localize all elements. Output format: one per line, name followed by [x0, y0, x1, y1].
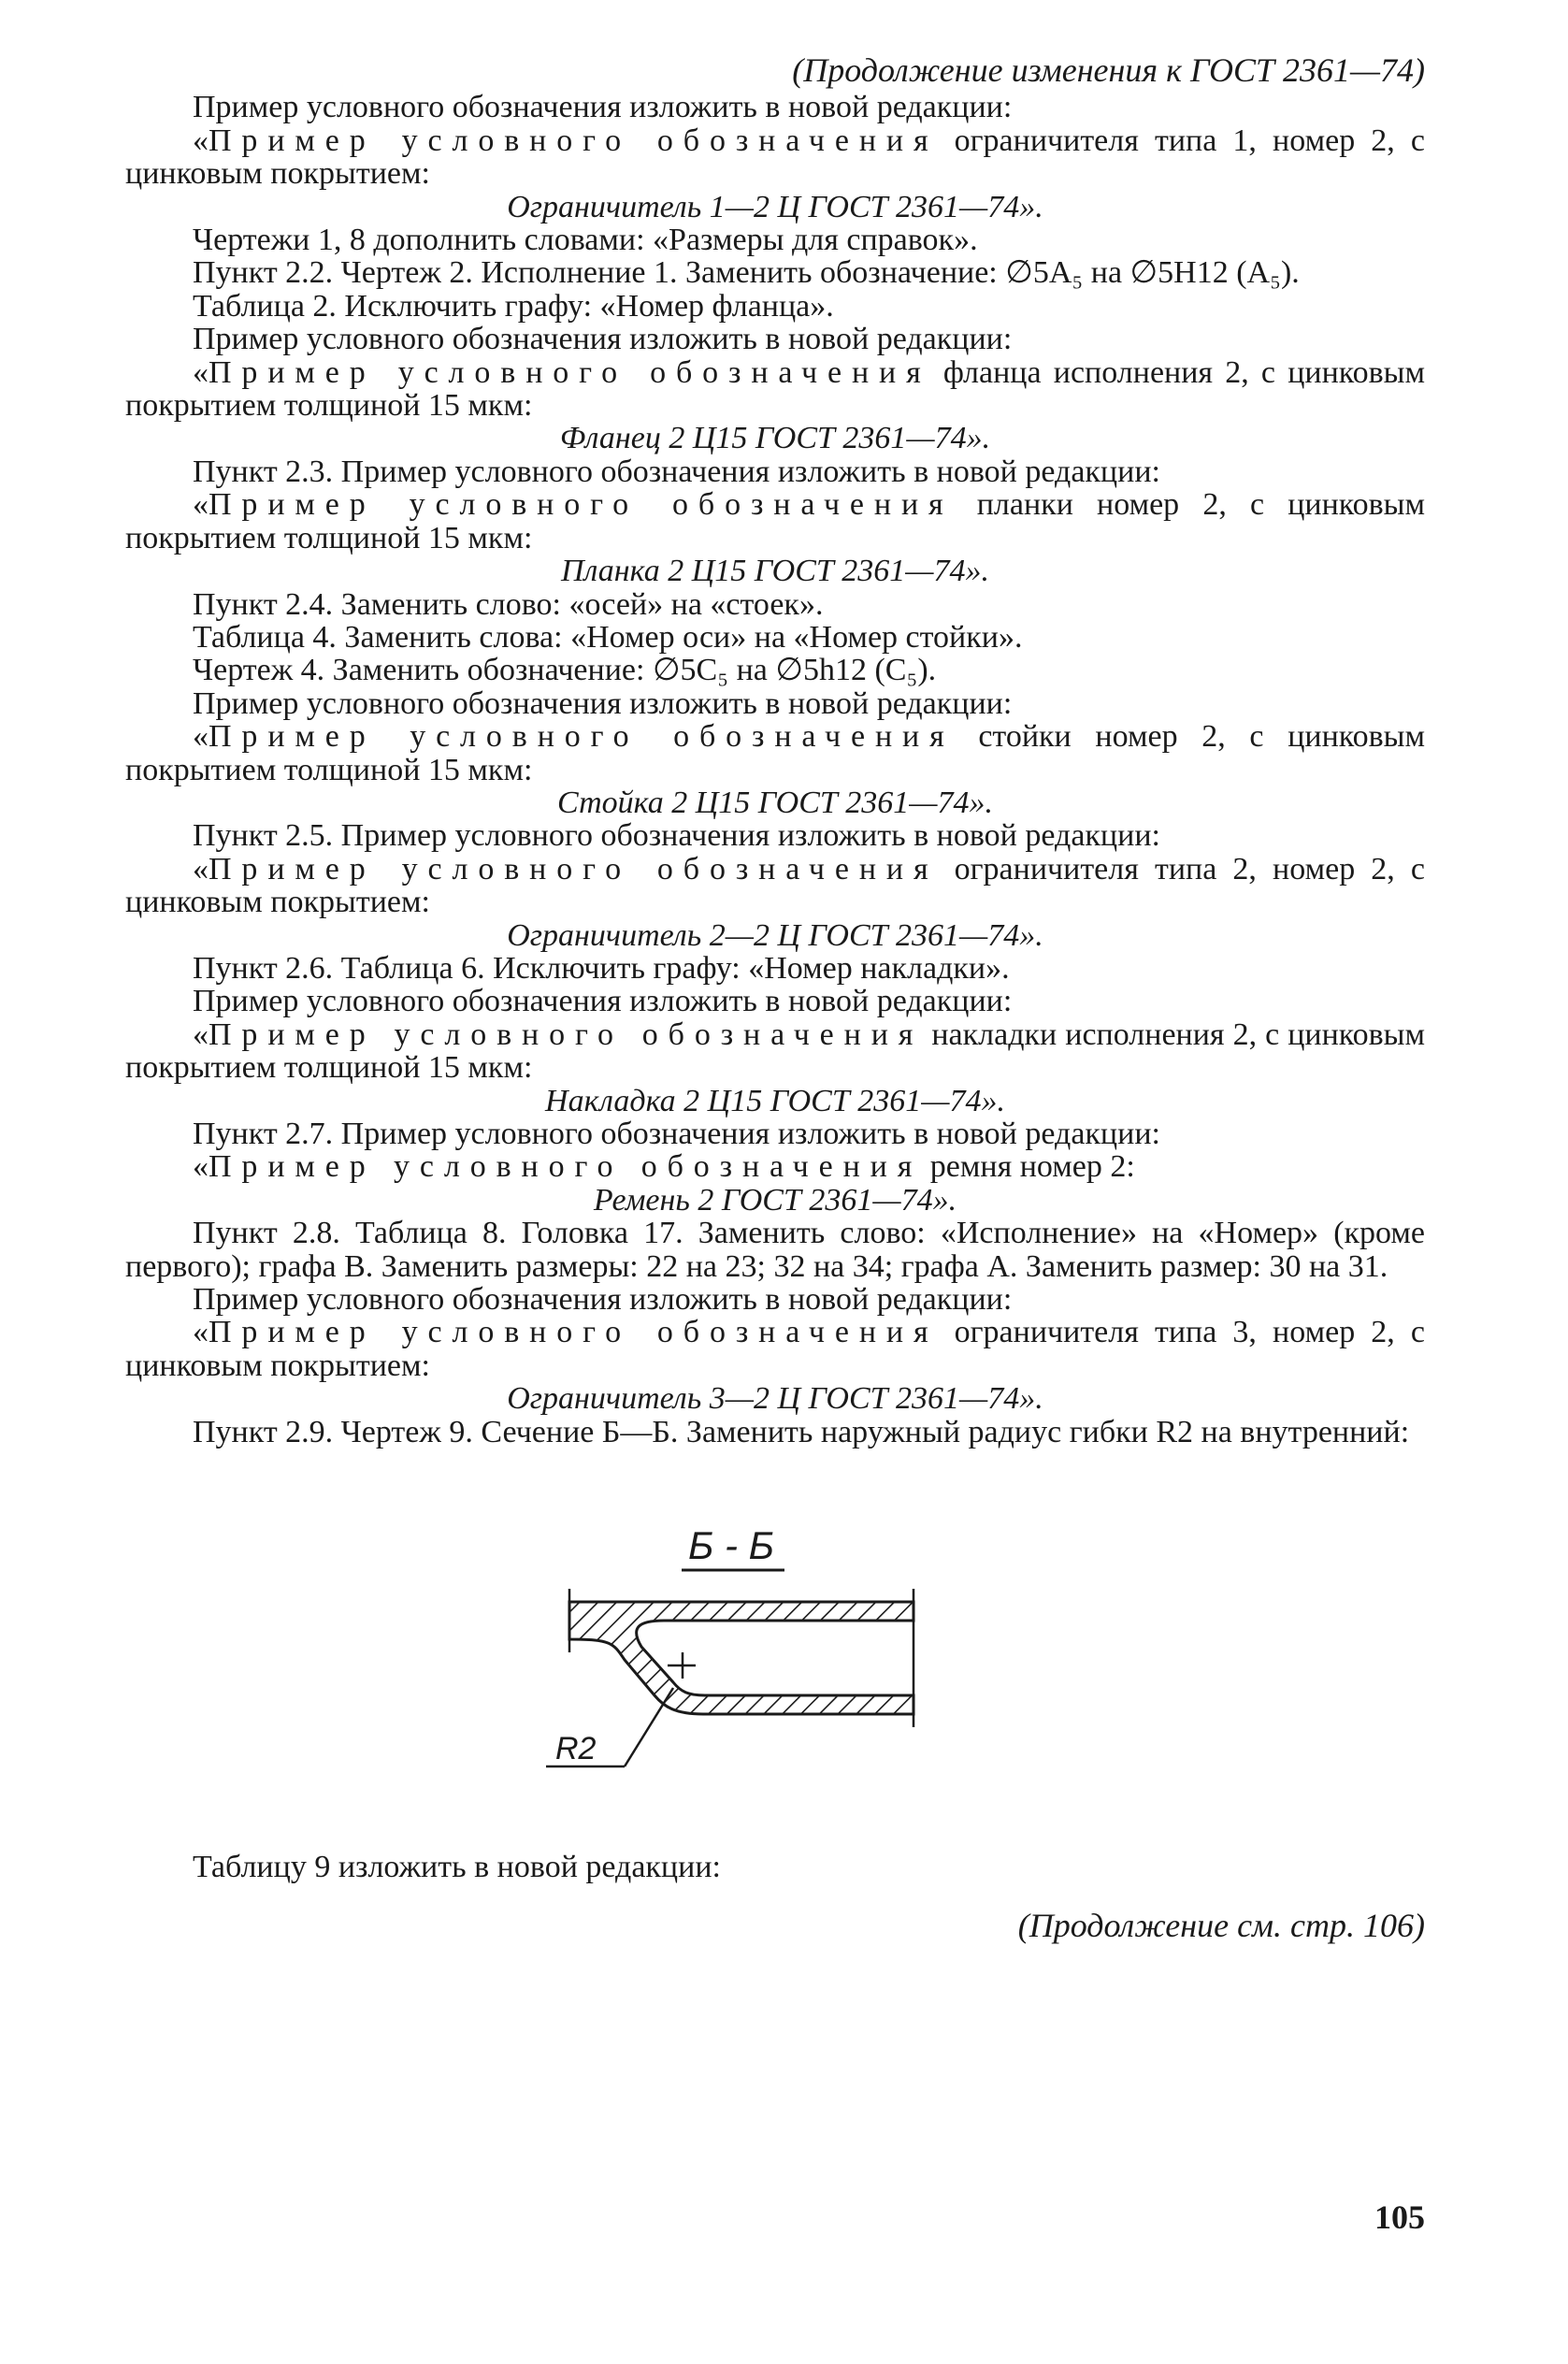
example-intro-paragraph — [125, 356, 1425, 423]
paragraph: Пункт 2.4. Заменить слово: «осей» на «стоек». — [193, 586, 824, 622]
paragraph: Пример условного обозначения изложить в новой редакции: — [193, 322, 1013, 357]
paragraph: Чертеж 4. Заменить обозначение: ∅5C₅ на ∅5h12 (C₅). — [193, 653, 937, 688]
paragraph: Пункт 2.8. Таблица 8. Головка 17. Заменить слово: «Исполнение» на «Номер» (кроме первого); графа B. Заменить размеры: 22 на 23; 32 на 34; графа A. Заменить размер: 30 на 31. — [125, 1216, 1425, 1284]
paragraph: Пункт 2.2. Чертеж 2. Исполнение 1. Заменить обозначение: ∅5A₅ на ∅5H12 (A₅). — [193, 255, 1300, 291]
paragraph: Пункт 2.6. Таблица 6. Исключить графу: «Номер накладки». — [193, 950, 1010, 986]
spaced-phrase: Пример условного обозначения — [209, 123, 939, 158]
document-page — [125, 51, 1426, 1945]
paragraph-rest: накладки исполнения 2, с цинковым покрытием толщиной 15 мкм: — [125, 1016, 1426, 1086]
example-intro-paragraph — [125, 853, 1425, 919]
spaced-phrase: Пример условного обозначения — [209, 1016, 924, 1052]
example-intro-paragraph — [125, 720, 1425, 786]
example-intro-paragraph — [125, 124, 1425, 191]
paragraph: Таблица 2. Исключить графу: «Номер фланца». — [193, 288, 834, 324]
designation-example: Ремень 2 ГОСТ 2361—74». — [593, 1182, 957, 1218]
page-header: (Продолжение изменения к ГОСТ 2361—74) — [792, 51, 1425, 89]
radius-label: R2 — [555, 1731, 597, 1767]
body-text — [125, 91, 1425, 1449]
paragraph: Пример условного обозначения изложить в новой редакции: — [193, 685, 1013, 721]
section-bb-svg — [555, 1523, 957, 1823]
open-quote: « — [193, 1315, 209, 1350]
paragraph: Чертежи 1, 8 дополнить словами: «Размеры для справок». — [193, 223, 978, 258]
open-quote: « — [193, 487, 209, 523]
section-label: Б - Б — [688, 1523, 774, 1568]
paragraph-rest: ограничителя типа 1, номер 2, с цинковым покрытием: — [125, 123, 1425, 192]
paragraph-rest: стойки номер 2, с цинковым покрытием толщиной 15 мкм: — [125, 719, 1425, 787]
paragraph: Таблица 4. Заменить слова: «Номер оси» на «Номер стойки». — [193, 619, 1023, 655]
paragraph: Пункт 2.5. Пример условного обозначения изложить в новой редакции: — [193, 818, 1160, 854]
designation-example: Фланец 2 Ц15 ГОСТ 2361—74». — [559, 421, 991, 456]
continuation-note: (Продолжение см. стр. 106) — [1017, 1907, 1425, 1945]
open-quote: « — [193, 1149, 209, 1185]
open-quote: « — [193, 851, 209, 886]
spaced-phrase: Пример условного обозначения — [209, 851, 939, 886]
paragraph: Пример условного обозначения изложить в новой редакции: — [193, 90, 1013, 125]
example-intro-paragraph — [125, 1018, 1425, 1085]
designation-example: Стойка 2 Ц15 ГОСТ 2361—74». — [556, 785, 994, 820]
designation-example: Накладка 2 Ц15 ГОСТ 2361—74». — [545, 1083, 1005, 1118]
example-intro-paragraph — [125, 488, 1425, 555]
spaced-phrase: Пример условного обозначения — [209, 354, 931, 390]
paragraph-rest: планки номер 2, с цинковым покрытием толщиной 15 мкм: — [125, 487, 1426, 555]
paragraph: Пример условного обозначения изложить в новой редакции: — [193, 984, 1013, 1019]
paragraph-rest: ограничителя типа 3, номер 2, с цинковым покрытием: — [125, 1315, 1425, 1383]
spaced-phrase: Пример условного обозначения — [209, 1149, 923, 1185]
designation-example: Планка 2 Ц15 ГОСТ 2361—74». — [560, 554, 990, 589]
paragraph: Пункт 2.9. Чертеж 9. Сечение Б—Б. Заменить наружный радиус гибки R2 на внутренний: — [193, 1414, 1410, 1449]
paragraph-rest: фланца исполнения 2, с цинковым покрытием толщиной 15 мкм: — [125, 354, 1426, 424]
spaced-phrase: Пример условного обозначения — [209, 1315, 939, 1350]
open-quote: « — [193, 123, 209, 158]
paragraph-rest: ограничителя типа 2, номер 2, с цинковым покрытием: — [125, 851, 1425, 920]
open-quote: « — [193, 354, 209, 390]
radius-leader — [625, 1688, 673, 1766]
bent-strip — [569, 1602, 913, 1714]
page-number: 105 — [1374, 2198, 1425, 2236]
paragraph: Пример условного обозначения изложить в новой редакции: — [193, 1282, 1013, 1318]
after-figure-text: Таблицу 9 изложить в новой редакции: — [193, 1850, 721, 1885]
open-quote: « — [193, 1016, 209, 1052]
paragraph: Пункт 2.7. Пример условного обозначения изложить в новой редакции: — [193, 1117, 1160, 1151]
example-intro-paragraph — [125, 1316, 1425, 1382]
open-quote: « — [193, 719, 209, 755]
paragraph: Пункт 2.3. Пример условного обозначения изложить в новой редакции: — [193, 454, 1160, 489]
spaced-phrase: Пример условного обозначения — [209, 719, 955, 755]
designation-example: Ограничитель 2—2 Ц ГОСТ 2361—74». — [507, 917, 1043, 953]
designation-example: Ограничитель 1—2 Ц ГОСТ 2361—74». — [507, 189, 1043, 224]
example-intro-paragraph — [125, 1150, 1425, 1183]
section-drawing — [125, 1449, 1425, 1851]
designation-example: Ограничитель 3—2 Ц ГОСТ 2361—74». — [507, 1381, 1043, 1417]
paragraph-rest: ремня номер 2: — [922, 1149, 1135, 1185]
spaced-phrase: Пример условного обозначения — [209, 487, 954, 523]
